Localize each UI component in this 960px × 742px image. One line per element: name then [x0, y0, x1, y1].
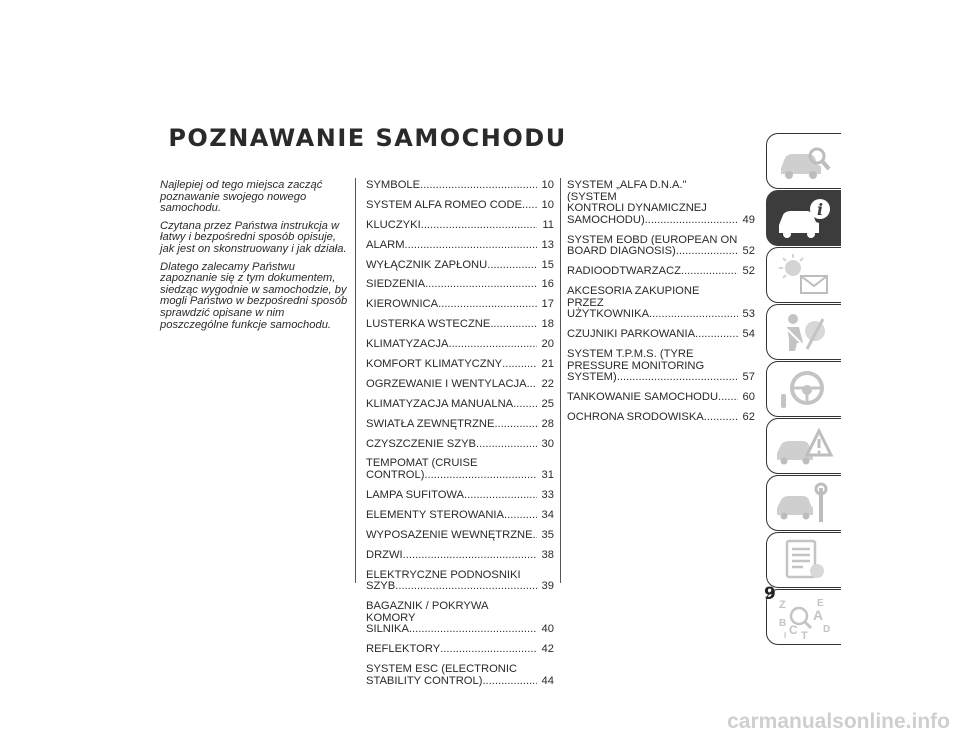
tab-safety[interactable] — [766, 304, 841, 360]
svg-text:B: B — [779, 618, 787, 629]
toc-entry[interactable] — [567, 412, 755, 424]
car-magnifier-icon — [773, 138, 835, 184]
toc-entry[interactable] — [366, 458, 554, 481]
toc-entry-label: WYŁĄCZNIK ZAPŁONU — [366, 259, 488, 271]
car-info-icon — [773, 195, 835, 241]
svg-text:I: I — [784, 631, 787, 640]
toc-entry-page: 35 — [537, 530, 554, 542]
toc-entry-label: BAGAŻNIK / POKRYWA KOMORY SILNIKA — [366, 601, 489, 636]
toc-entry-page: 54 — [738, 329, 755, 341]
toc-entry[interactable] — [366, 439, 554, 451]
column-divider — [560, 178, 561, 583]
toc-entry-label: SYSTEM ESC (ELECTRONIC STABILITY CONTROL) — [366, 663, 518, 687]
car-warning-triangle-icon — [773, 423, 835, 469]
toc-entry[interactable] — [366, 220, 554, 232]
tab-technical-data[interactable] — [766, 532, 841, 588]
toc-entry-page: 39 — [537, 581, 554, 593]
toc-entry-label: DRZWI — [366, 549, 403, 561]
toc-entry-page: 15 — [537, 260, 554, 272]
toc-entry-page: 38 — [537, 550, 554, 562]
svg-text:E: E — [817, 598, 824, 609]
svg-text:Z: Z — [779, 599, 786, 611]
toc-entry[interactable] — [366, 530, 554, 542]
toc-entry-label: OCHRONA ŚRODOWISKA — [567, 411, 704, 423]
toc-entry-label: CZUJNIKI PARKOWANIA — [567, 329, 696, 341]
toc-entry[interactable] — [366, 299, 554, 311]
tab-emergency[interactable] — [766, 418, 841, 474]
tab-lights-messages[interactable] — [766, 247, 841, 303]
toc-entry[interactable] — [567, 180, 755, 226]
toc-entry-label: WYPOSAŻENIE WEWNĘTRZNE — [366, 529, 533, 541]
toc-entry[interactable] — [567, 329, 755, 341]
tab-maintenance[interactable] — [766, 475, 841, 531]
toc-entry[interactable] — [366, 339, 554, 351]
toc-entry-label: SYSTEM T.P.M.S. (TYRE PRESSURE MONITORING SYSTEM) — [567, 349, 705, 384]
toc-entry-label: LAMPA SUFITOWA — [366, 489, 465, 501]
toc-entry[interactable] — [567, 286, 755, 321]
toc-entry-label: KLUCZYKI — [366, 219, 421, 231]
toc-entry[interactable] — [366, 664, 554, 687]
toc-entry-label: OGRZEWANIE I WENTYLACJA — [366, 378, 527, 390]
toc-entry-label: LUSTERKA WSTECZNE — [366, 319, 491, 331]
toc-entry-page: 49 — [738, 215, 755, 227]
svg-text:C: C — [789, 623, 798, 637]
toc-column-1 — [366, 180, 554, 695]
toc-entry[interactable] — [567, 392, 755, 404]
toc-entry-page: 16 — [537, 279, 554, 291]
toc-entry-label: AKCESORIA ZAKUPIONE PRZEZ UŻYTKOWNIKA — [567, 286, 700, 321]
toc-entry-page: 22 — [537, 379, 554, 391]
svg-text:A: A — [813, 607, 824, 623]
toc-entry[interactable] — [567, 349, 755, 384]
tab-car-magnifier[interactable] — [766, 133, 841, 189]
toc-entry[interactable] — [366, 200, 554, 212]
toc-entry[interactable] — [366, 180, 554, 192]
toc-entry-page: 21 — [537, 359, 554, 371]
toc-entry-page: 60 — [738, 392, 755, 404]
toc-entry-page: 13 — [537, 240, 554, 252]
toc-entry-label: ELEMENTY STEROWANIA — [366, 509, 505, 521]
toc-entry-page: 44 — [537, 676, 554, 688]
toc-entry-label: KLIMATYZACJA — [366, 339, 449, 351]
intro-paragraph: Dlatego zalecamy Państwu zapoznanie się z tym dokumentem, siedząc wygodnie w samochodzie, by mogli Państwo w bezpośredni sposób sprawdzić opisane w nim poszczególne funkcje samochodu. — [160, 260, 348, 331]
car-wrench-icon — [773, 480, 835, 526]
toc-entry-label: CZYSZCZENIE SZYB — [366, 438, 477, 450]
toc-entry-page: 25 — [537, 399, 554, 411]
toc-entry-page: 52 — [738, 246, 755, 258]
toc-entry-page: 40 — [537, 624, 554, 636]
toc-entry[interactable] — [366, 279, 554, 291]
toc-entry[interactable] — [366, 240, 554, 252]
toc-entry[interactable] — [366, 570, 554, 593]
toc-entry-label: ELEKTRYCZNE PODNOŚNIKI SZYB — [366, 569, 521, 593]
toc-entry-label: KIEROWNICA — [366, 299, 439, 311]
svg-text:T: T — [801, 630, 808, 640]
steering-wheel-icon — [773, 366, 835, 412]
toc-entry[interactable] — [366, 601, 554, 636]
toc-entry[interactable] — [567, 235, 755, 258]
toc-entry[interactable] — [366, 644, 554, 656]
toc-entry-label: SYSTEM ALFA ROMEO CODE — [366, 199, 523, 211]
toc-entry[interactable] — [366, 510, 554, 522]
toc-entry-label: ŚWIATŁA ZEWNĘTRZNE — [366, 418, 495, 430]
toc-entry-label: KLIMATYZACJA MANUALNA — [366, 398, 514, 410]
toc-entry[interactable] — [366, 260, 554, 272]
toc-entry[interactable] — [366, 359, 554, 371]
intro-text — [160, 180, 348, 337]
toc-entry[interactable] — [366, 319, 554, 331]
page-number: 9 — [764, 584, 776, 604]
intro-paragraph: Czytana przez Państwa instrukcja w łatwy i bezpośredni sposób opisuje, jak jest on skonstruowany i jak działa. — [160, 219, 347, 255]
toc-entry-page: 18 — [537, 319, 554, 331]
toc-entry-label: SYSTEM EOBD (EUROPEAN ON BOARD DIAGNOSIS) — [567, 234, 738, 258]
toc-entry-label: TANKOWANIE SAMOCHODU — [567, 392, 719, 404]
toc-entry-page: 20 — [537, 339, 554, 351]
toc-entry-page: 30 — [537, 439, 554, 451]
toc-entry-page: 53 — [738, 309, 755, 321]
tab-car-info[interactable] — [766, 190, 841, 246]
toc-entry-page: 57 — [738, 372, 755, 384]
toc-entry-page: 52 — [738, 266, 755, 278]
toc-entry-page: 10 — [537, 180, 554, 192]
svg-text:i: i — [817, 200, 824, 219]
column-divider — [355, 178, 356, 583]
toc-entry[interactable] — [567, 266, 755, 278]
intro-paragraph: Najlepiej od tego miejsca zacząć poznawanie swojego nowego samochodu. — [160, 179, 323, 215]
watermark: carmanualsonline.info — [727, 710, 950, 733]
toc-entry-label: REFLEKTORY — [366, 644, 441, 656]
airbag-person-icon — [773, 309, 835, 355]
toc-entry[interactable] — [366, 379, 554, 391]
toc-entry-page: 62 — [738, 412, 755, 424]
document-list-icon — [773, 537, 835, 583]
toc-entry-label: SYMBOLE — [366, 180, 421, 191]
toc-entry[interactable] — [366, 399, 554, 411]
light-envelope-icon — [773, 252, 835, 298]
page-title: POZNAWANIE SAMOCHODU — [168, 124, 567, 152]
toc-entry[interactable] — [366, 550, 554, 562]
toc-entry-label: KOMFORT KLIMATYCZNY — [366, 359, 503, 371]
toc-entry-page: 11 — [537, 220, 554, 232]
toc-entry-page: 17 — [537, 299, 554, 311]
tab-starting-driving[interactable] — [766, 361, 841, 417]
toc-entry-page: 33 — [537, 490, 554, 502]
toc-entry[interactable] — [366, 490, 554, 502]
toc-entry-page: 28 — [537, 419, 554, 431]
toc-entry-page: 42 — [537, 644, 554, 656]
toc-entry-page: 10 — [537, 200, 554, 212]
toc-entry-label: ALARM — [366, 239, 405, 251]
toc-entry-page: 34 — [537, 510, 554, 522]
svg-text:D: D — [823, 624, 831, 635]
toc-entry-label: SIEDZENIA — [366, 279, 426, 291]
toc-entry-label: RADIOODTWARZACZ — [567, 266, 681, 278]
toc-entry-label: TEMPOMAT (CRUISE CONTROL) — [366, 458, 478, 482]
toc-entry-label: SYSTEM „ALFA D.N.A." (SYSTEM KONTROLI DYNAMICZNEJ SAMOCHODU) — [567, 180, 707, 226]
toc-column-2 — [567, 180, 755, 432]
toc-entry-page: 31 — [537, 470, 554, 482]
toc-entry[interactable] — [366, 419, 554, 431]
